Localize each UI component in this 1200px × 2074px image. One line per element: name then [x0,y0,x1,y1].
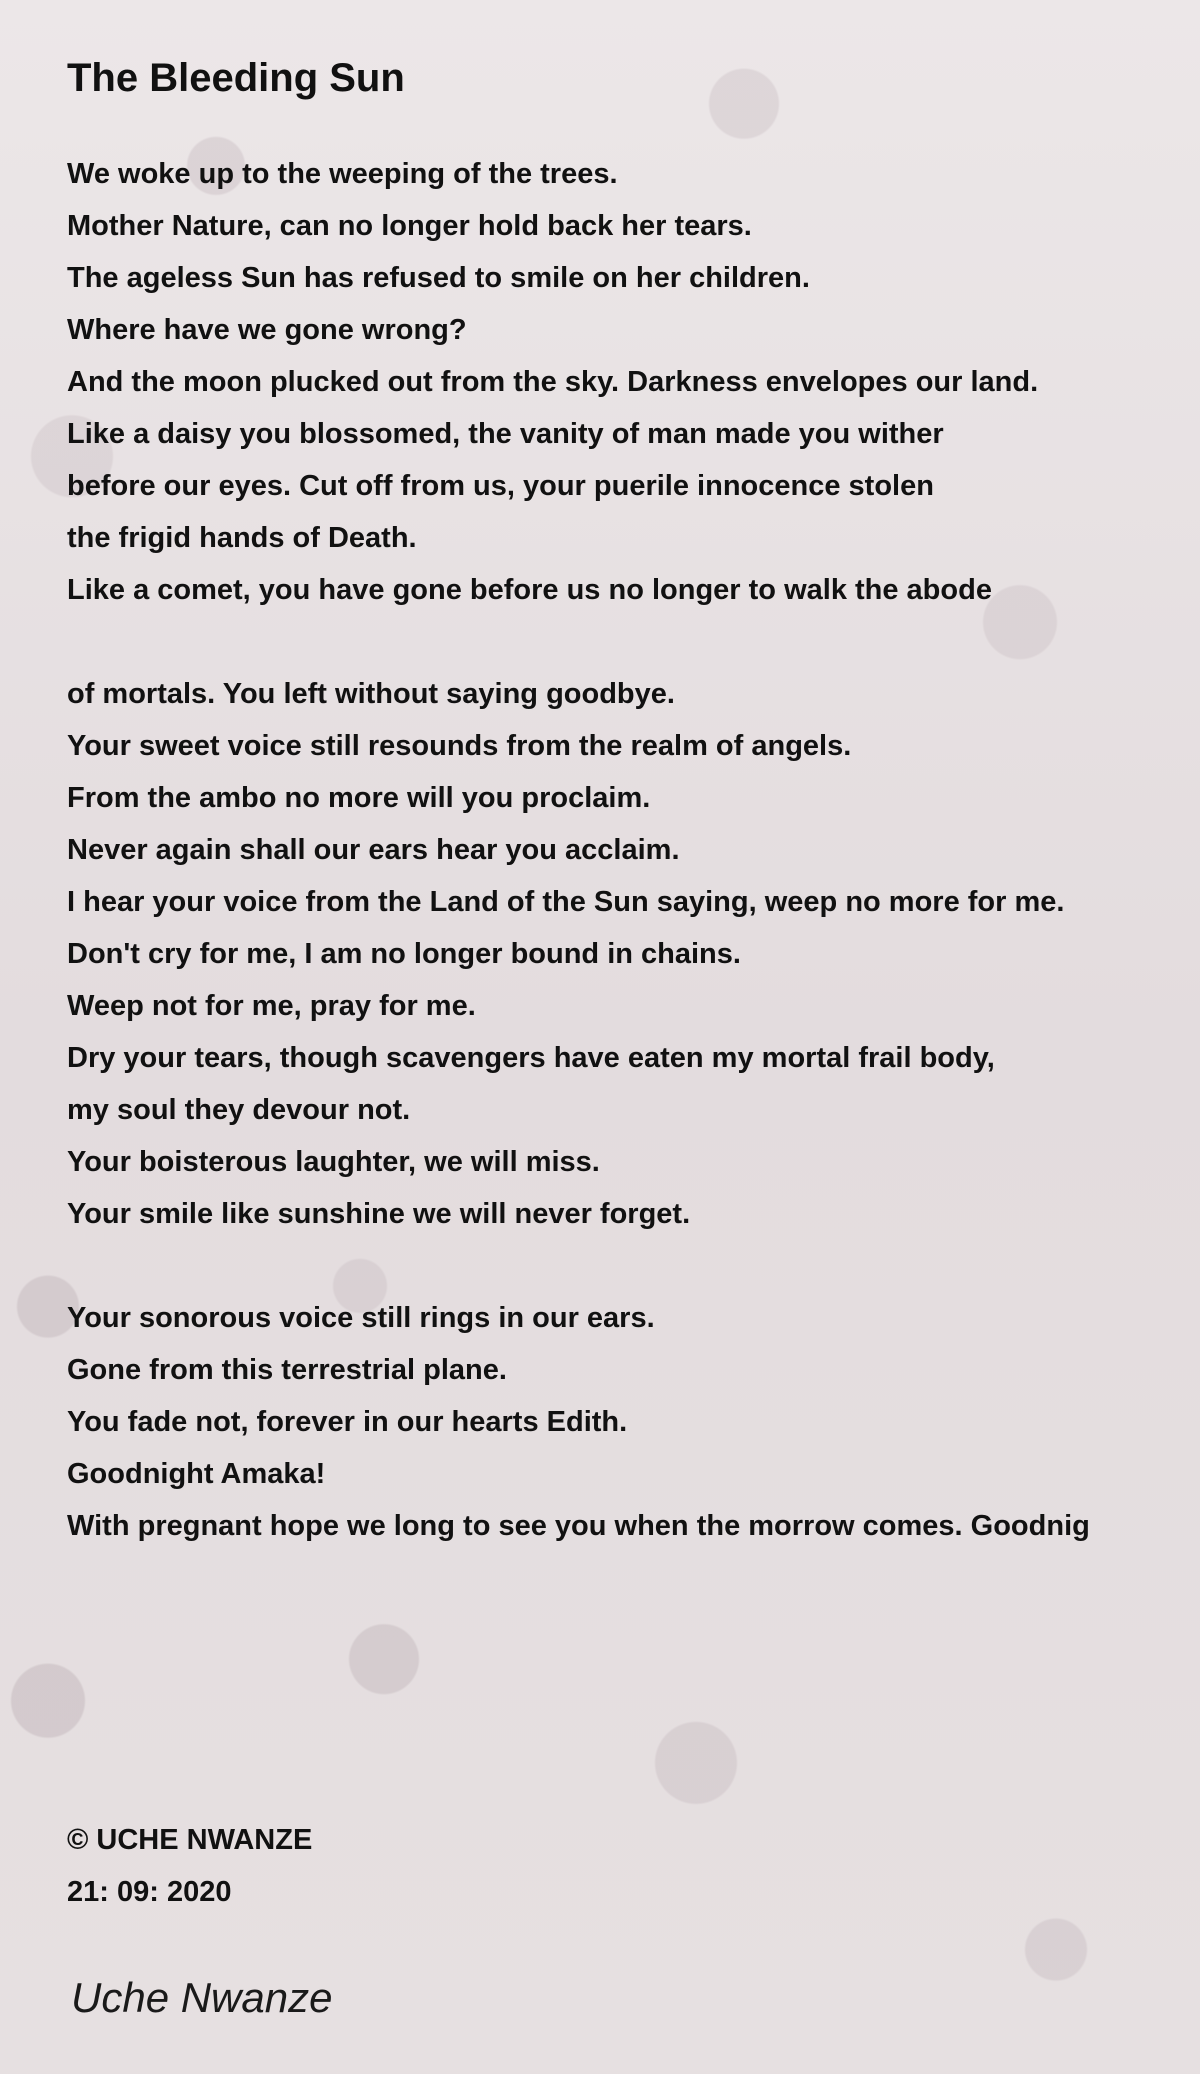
poem-line: I hear your voice from the Land of the Sun saying, weep no more for me. [67,886,1065,918]
poem-line: Mother Nature, can no longer hold back her tears. [67,210,752,242]
poem-line: The ageless Sun has refused to smile on her children. [67,262,810,294]
poem-line: Like a daisy you blossomed, the vanity of man made you wither [67,418,944,450]
poem-line: Like a comet, you have gone before us no longer to walk the abode [67,574,992,606]
poem-line: of mortals. You left without saying goodbye. [67,678,675,710]
poem-line: Never again shall our ears hear you acclaim. [67,834,680,866]
poem-line: Your smile like sunshine we will never forget. [67,1198,691,1230]
poem-line: From the ambo no more will you proclaim. [67,782,651,814]
poem-line: Don't cry for me, I am no longer bound in chains. [67,938,741,970]
poem-line: my soul they devour not. [67,1094,411,1126]
poem-title: The Bleeding Sun [67,56,405,100]
copyright-line: © UCHE NWANZE [67,1824,313,1856]
poem-line: Goodnight Amaka! [67,1458,326,1490]
poem-line: And the moon plucked out from the sky. Darkness envelopes our land. [67,366,1039,398]
poem-line: You fade not, forever in our hearts Edith. [67,1406,628,1438]
stanza-break [67,616,1200,668]
poem-line: Your sonorous voice still rings in our ears. [67,1302,655,1334]
poem-line: before our eyes. Cut off from us, your puerile innocence stolen [67,470,934,502]
poem-date: 21: 09: 2020 [67,1876,232,1908]
poem-line: Your boisterous laughter, we will miss. [67,1146,600,1178]
stanza-break [67,1240,1200,1292]
poem-line: Weep not for me, pray for me. [67,990,476,1022]
author-signature: Uche Nwanze [71,1974,333,2021]
poem-line: Dry your tears, though scavengers have eaten my mortal frail body, [67,1042,995,1074]
poem-line: Where have we gone wrong? [67,314,467,346]
poem-line: Gone from this terrestrial plane. [67,1354,507,1386]
poem-line: We woke up to the weeping of the trees. [67,158,618,190]
poem-line: Your sweet voice still resounds from the realm of angels. [67,730,852,762]
poem-body [67,148,1200,1552]
poem-line: the frigid hands of Death. [67,522,417,554]
poem-line: With pregnant hope we long to see you when the morrow comes. Goodnig [67,1510,1090,1542]
